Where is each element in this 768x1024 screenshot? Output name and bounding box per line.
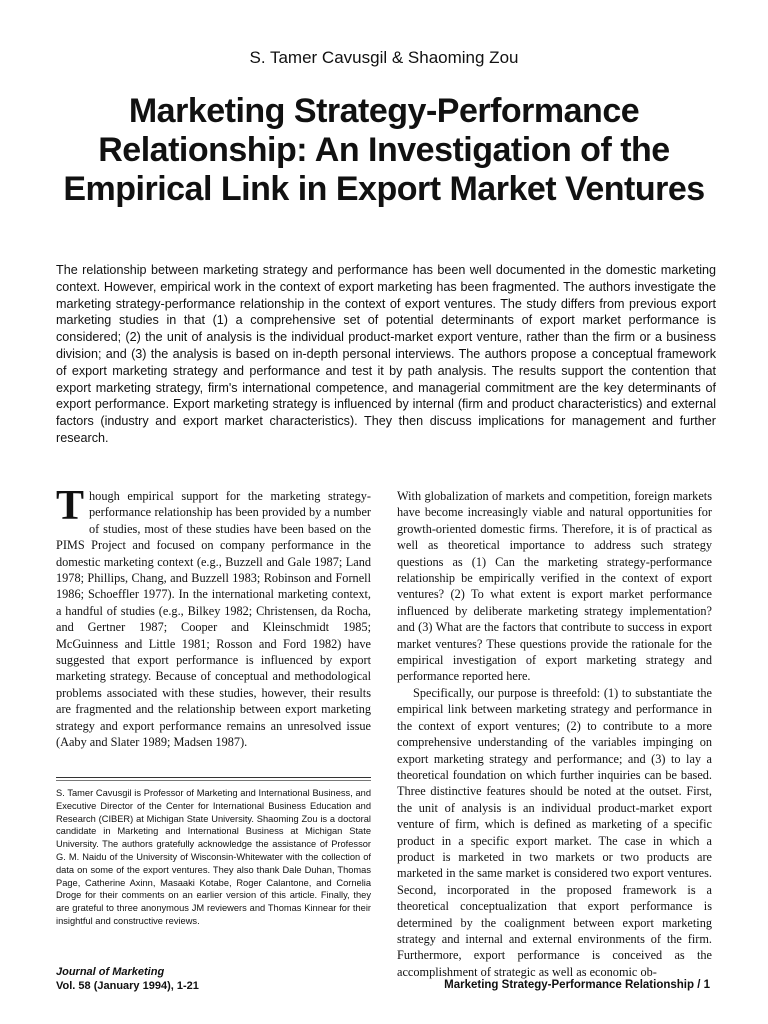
journal-volume: Vol. 58 (January 1994), 1-21 xyxy=(56,980,199,992)
drop-cap: T xyxy=(56,483,85,529)
article-title: Marketing Strategy-Performance Relationship: An Investigation of the Empirical Link in Export Market Ventures xyxy=(63,92,705,208)
running-head: Marketing Strategy-Performance Relationship / 1 xyxy=(444,979,710,991)
journal-name: Journal of Marketing xyxy=(56,966,165,978)
article-abstract: The relationship between marketing strategy and performance has been well documented in the domestic marketing context. However, empirical work in the context of export marketing has been fragmented. The authors investigate the marketing strategy-performance relationship in the context of export ventures. The study differs from previous export marketing studies in that (1) a comprehensive set of potential determinants of export market performance is considered; (2) the unit of analysis is the individual product-market export venture, rather than the firm or a business division; and (3) the analysis is based on in-depth personal interviews. The authors propose a conceptual framework of export marketing strategy and performance and test it by path analysis. The results support the contention that export marketing strategy, firm's international competence, and managerial commitment are the key determinants of export performance. Export marketing strategy is influenced by internal (firm and product characteristics) and external factors (industry and export market characteristics). They then discuss implications for management and further research. xyxy=(56,263,716,445)
footnote-divider-secondary xyxy=(56,780,371,781)
journal-citation xyxy=(56,965,356,993)
right-column xyxy=(397,488,712,980)
intro-paragraph xyxy=(56,483,371,751)
footnote-divider xyxy=(56,777,371,778)
article-authors: S. Tamer Cavusgil & Shaoming Zou xyxy=(249,48,519,67)
left-column xyxy=(56,483,371,751)
author-footnote: S. Tamer Cavusgil is Professor of Marketing and International Business, and Executive Director of the Center for International Business Education and Research (CIBER) at Michigan State University. Shaoming Zou is a doctoral candidate in Marketing and International Business at Michigan State University. The authors gratefully acknowledge the assistance of Professor G. M. Naidu of the University of Wisconsin-Whitewater with the collection of data on some of the export ventures. They also thank Dale Duhan, Thomas Page, Catherine Axinn, Masaaki Kotabe, Roger Calantone, and Cornelia Droge for their comments on an earlier version of this article. Finally, they are grateful to three anonymous JM reviewers and Thomas Kinnear for their insightful and constructive reviews. xyxy=(56,788,371,926)
body-paragraph: Specifically, our purpose is threefold: (1) to substantiate the empirical link between marketing strategy and performance in the context of export ventures; (2) to contribute to a more comprehensive understanding of the variables impinging on export marketing strategy and performance; and (3) to lay a theoretical foundation on which further inquiries can be based. Three distinctive features should be noted at the outset. First, the unit of analysis is an individual product-market export venture of firm, which is defined as marketing of a specific product in a specific export market. The case in which a product is marketed in two markets or two products are marketed in the same market is considered two export ventures. Second, incorporated in the proposed framework is a theoretical conceptualization that export performance is determined by the coalignment between export marketing strategy and internal and external environments of the firm. Furthermore, export performance is conceived as the accomplishment of strategic as well as economic ob- xyxy=(397,685,712,979)
intro-paragraph-text: hough empirical support for the marketing strategy-performance relationship has been provided by a number of studies, most of these studies have been based on the PIMS Project and focused on company performance in the domestic marketing context (e.g., Buzzell and Gale 1987; Land 1978; Phillips, Chang, and Buzzell 1983; Robinson and Fornell 1986; Schoeffler 1977). In the international marketing context, a handful of studies (e.g., Bilkey 1982; Christensen, da Rocha, and Gertner 1987; Cooper and Kleinschmidt 1985; McGuinness and Little 1981; Rosson and Ford 1982) have suggested that export performance is influenced by export marketing strategy. Because of conceptual and methodological problems associated with these studies, however, their results are fragmented and the relationship between export marketing strategy and export performance remains an unresolved issue (Aaby and Slater 1989; Madsen 1987). xyxy=(56,489,371,750)
body-paragraph: With globalization of markets and competition, foreign markets have become increasingly viable and natural opportunities for growth-oriented domestic firms. Therefore, it is of practical as well as theoretical importance to address such strategy questions as (1) Can the marketing strategy-performance relationship be empirically verified in the context of export ventures? (2) To what extent is export market performance influenced by deliberate marketing strategy implementation? and (3) What are the factors that contribute to success in export market ventures? These questions provide the rationale for the empirical investigation of export marketing strategy and performance reported here. xyxy=(397,489,712,684)
